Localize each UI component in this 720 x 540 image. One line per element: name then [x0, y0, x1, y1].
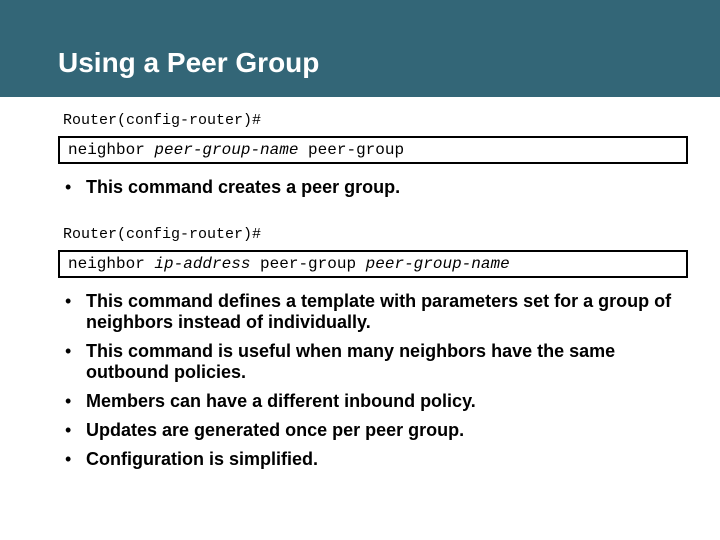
- cmd-argument: peer-group-name: [154, 141, 299, 159]
- cmd-keyword: peer-group: [250, 255, 366, 273]
- bullet-item: • Configuration is simplified.: [65, 449, 695, 470]
- bullet-item: • Members can have a different inbound policy.: [65, 391, 695, 412]
- bullet-list-1: [65, 177, 695, 206]
- bullet-item: • This command defines a template with parameters set for a group of neighbors instead of individually.: [65, 291, 695, 333]
- cmd-keyword: neighbor: [68, 141, 155, 159]
- slide-title: Using a Peer Group: [58, 47, 320, 78]
- cmd-keyword: peer-group: [298, 141, 405, 159]
- command-box-2: [58, 250, 688, 278]
- cmd-argument: ip-address: [154, 255, 251, 273]
- bullet-list-2: [65, 291, 695, 478]
- cmd-argument: peer-group-name: [365, 255, 510, 273]
- bullet-item: • This command is useful when many neighbors have the same outbound policies.: [65, 341, 695, 383]
- bullet-item: • Updates are generated once per peer group.: [65, 420, 695, 441]
- command-box-1: [58, 136, 688, 164]
- cmd-keyword: neighbor: [68, 255, 155, 273]
- title-bar: [0, 0, 720, 97]
- bullet-item: • This command creates a peer group.: [65, 177, 695, 198]
- router-prompt-2: Router(config-router)#: [63, 226, 262, 243]
- router-prompt-1: Router(config-router)#: [63, 112, 262, 129]
